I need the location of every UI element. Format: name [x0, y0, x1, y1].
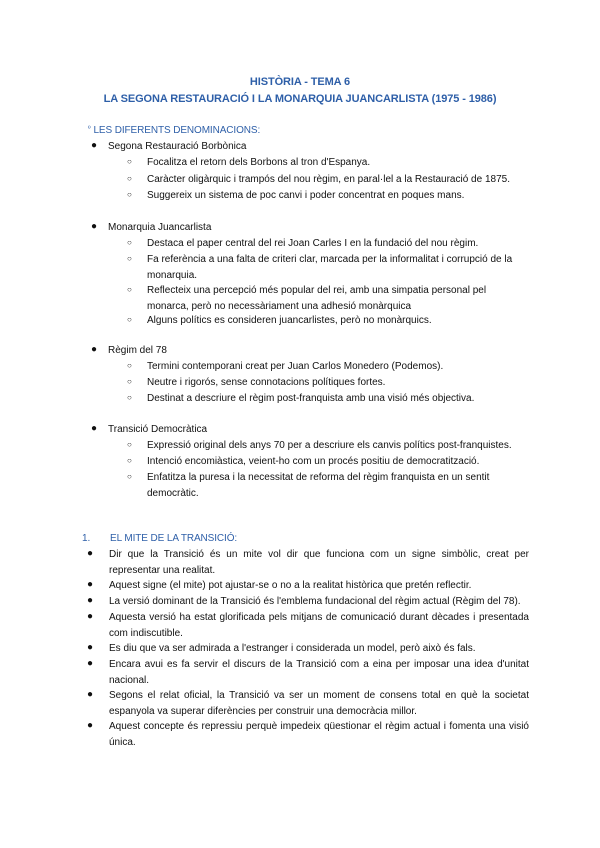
bullet-icon: ●: [91, 221, 98, 232]
bullet-icon: ●: [87, 611, 94, 622]
group-label: Transició Democràtica: [108, 424, 208, 435]
list-item-text: Aquest concepte és repressiu perquè impedeix qüestionar el règim actual i fomenta una visió única.: [109, 721, 529, 748]
list-item-text: Dir que la Transició és un mite vol dir que funciona com un signe simbòlic, creat per representar una realitat.: [109, 549, 529, 576]
document-subtitle: LA SEGONA RESTAURACIÓ I LA MONARQUIA JUANCARLISTA (1975 - 1986): [103, 93, 497, 105]
bullet-icon: ●: [91, 423, 98, 434]
bullet-icon: ●: [87, 689, 94, 700]
bullet-icon: ●: [87, 595, 94, 606]
sub-item-text: Enfatitza la puresa i la necessitat de reforma del règim franquista en un sentit democràtic.: [147, 472, 490, 499]
bullet-icon: ●: [87, 579, 94, 590]
circle-bullet-icon: ○: [127, 393, 132, 402]
group-label: Monarquia Juancarlista: [108, 222, 212, 233]
circle-bullet-icon: ○: [127, 285, 132, 294]
list-item-text: Segons el relat oficial, la Transició va ser un moment de consens total en què la societat espanyola va superar diferències per construir una democràcia millor.: [109, 690, 529, 717]
list-item-text: Es diu que va ser admirada a l'estranger i considerada un model, però això és fals.: [109, 643, 476, 654]
circle-bullet-icon: ○: [127, 174, 132, 183]
bullet-icon: ●: [87, 720, 94, 731]
circle-bullet-icon: ○: [127, 472, 132, 481]
circle-bullet-icon: ○: [127, 190, 132, 199]
section-number: 1.: [82, 533, 91, 544]
sub-item-text: Suggereix un sistema de poc canvi i poder concentrat en poques mans.: [147, 190, 465, 201]
sub-item-text: Intenció encomiàstica, veient-ho com un procés positiu de democratització.: [147, 456, 480, 467]
list-item-text: Aquesta versió ha estat glorificada pels mitjans de comunicació durant dècades i presentada com indiscutible.: [109, 612, 529, 639]
sub-item-text: Reflecteix una percepció més popular del rei, amb una simpatia personal pel monarca, però no necessàriament una adhesió monàrquica: [147, 285, 487, 312]
group-label: Segona Restauració Borbònica: [108, 141, 247, 152]
circle-bullet-icon: ○: [127, 157, 132, 166]
list-item-text: La versió dominant de la Transició és l'emblema fundacional del règim actual (Règim del 78).: [109, 596, 521, 607]
section-heading-mite: [82, 533, 237, 544]
bullet-icon: ●: [91, 344, 98, 355]
bullet-icon: ●: [87, 548, 94, 559]
document-title: HISTÒRIA - TEMA 6: [249, 76, 351, 88]
circle-bullet-icon: ○: [127, 456, 132, 465]
group-label: Règim del 78: [108, 345, 167, 356]
circle-bullet-icon: ○: [127, 238, 132, 247]
sub-item-text: Caràcter oligàrquic i trampós del nou règim, en paral·lel a la Restauració de 1875.: [147, 174, 510, 185]
sub-item-text: Termini contemporani creat per Juan Carlos Monedero (Podemos).: [147, 361, 444, 372]
bullet-icon: ●: [87, 642, 94, 653]
section-heading-denominacions: [88, 125, 260, 136]
sub-item-text: Alguns polítics es consideren juancarlistes, però no monàrquics.: [147, 315, 432, 326]
circle-bullet-icon: ○: [127, 361, 132, 370]
section-marker: º: [88, 126, 91, 133]
sub-item-text: Fa referència a una falta de criteri clar, marcada per la informalitat i corrupció de la monarquia.: [147, 254, 513, 281]
circle-bullet-icon: ○: [127, 377, 132, 386]
circle-bullet-icon: ○: [127, 254, 132, 263]
bullet-icon: ●: [91, 140, 98, 151]
bullet-icon: ●: [87, 658, 94, 669]
list-item-text: Encara avui es fa servir el discurs de la Transició com a eina per imposar una idea d'unitat nacional.: [109, 659, 529, 686]
sub-item-text: Destaca el paper central del rei Joan Carles I en la fundació del nou règim.: [147, 238, 479, 249]
sub-item-text: Focalitza el retorn dels Borbons al tron d'Espanya.: [147, 157, 371, 168]
circle-bullet-icon: ○: [127, 315, 132, 324]
sub-item-text: Destinat a descriure el règim post-franquista amb una visió més objectiva.: [147, 393, 475, 404]
section-heading-text: LES DIFERENTS DENOMINACIONS:: [93, 125, 261, 136]
circle-bullet-icon: ○: [127, 440, 132, 449]
list-item-text: Aquest signe (el mite) pot ajustar-se o no a la realitat històrica que pretén reflectir.: [109, 580, 472, 591]
section-heading-text: EL MITE DE LA TRANSICIÓ:: [110, 533, 238, 544]
sub-item-text: Neutre i rigorós, sense connotacions polítiques fortes.: [147, 377, 386, 388]
sub-item-text: Expressió original dels anys 70 per a descriure els canvis polítics post-franquistes.: [147, 440, 512, 451]
